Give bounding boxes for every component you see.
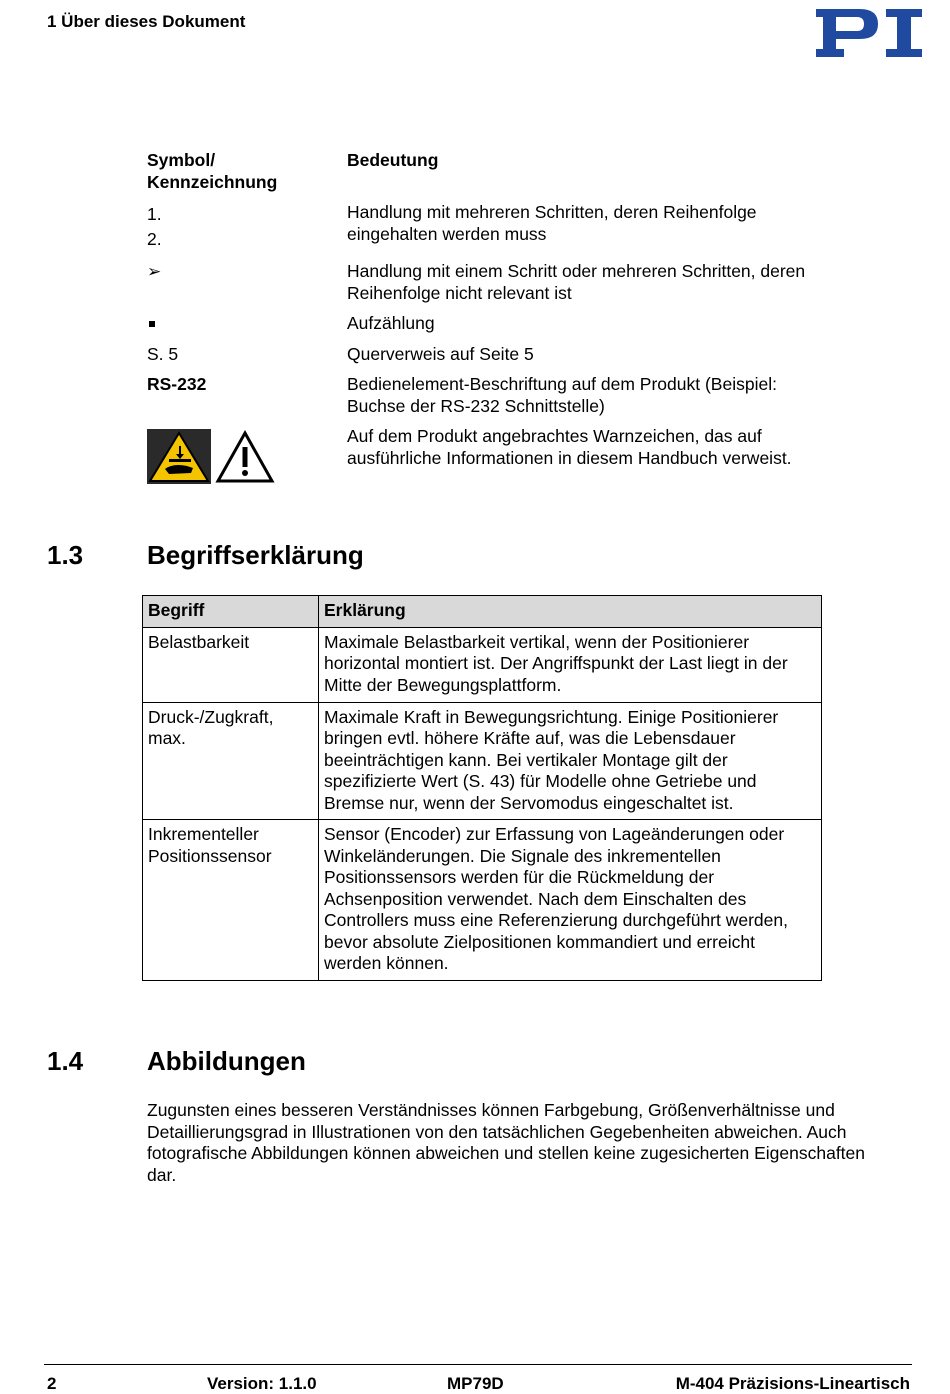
glossary-table [142,595,822,981]
footer-version: Version: 1.1.0 [207,1374,317,1393]
section-title: Abbildungen [147,1046,306,1076]
square-bullet-icon [149,321,155,327]
term-cell: Inkrementeller Positionssensor [143,820,319,981]
meaning-cell: Auf dem Produkt angebrachtes Warnzeichen, das auf ausführliche Informationen in diesem Handbuch verweist. [347,426,792,468]
symbol-row [147,261,827,304]
column-header: Begriff [143,596,319,628]
pi-logo [814,7,924,64]
general-warning-icon [215,429,275,490]
symbol-column-header [147,150,347,193]
table-row [143,820,822,981]
symbol-cell [147,426,347,490]
section-number: 1.4 [47,1046,84,1076]
table-row [143,702,822,820]
section-number: 1.3 [47,540,84,570]
column-header: Erklärung [319,596,822,628]
meaning-column-header: Bedeutung [347,150,439,170]
symbol-cell: RS-232 [147,374,207,394]
table-row [143,627,822,702]
explanation-cell: Maximale Belastbarkeit vertikal, wenn der Positionierer horizontal montiert ist. Der Angriffspunkt der Last liegt in der Mitte der Bewegungsplattform. [319,627,822,702]
meaning-cell: Querverweis auf Seite 5 [347,343,534,364]
body-paragraph: Zugunsten eines besseren Verständnisses können Farbgebung, Größenverhältnisse und Detaillierungsgrad in Illustrationen von den tatsächlichen Gegebenheiten abweichen. Auch fotografische Abbildungen können abweichen und stellen keine zugesicherten Eigenschaften dar. [147,1100,866,1185]
symbol-row [147,344,827,366]
hand-crush-warning-icon [147,429,211,490]
symbol-row [147,426,827,490]
meaning-cell: Handlung mit mehreren Schritten, deren Reihenfolge eingehalten werden muss [347,202,757,244]
page-number: 2 [47,1374,57,1393]
term-cell: Belastbarkeit [143,627,319,702]
explanation-cell: Maximale Kraft in Bewegungsrichtung. Einige Positionierer bringen evtl. höhere Kräfte auf, was die Lebensdauer beeinträchtigen kann. Bei vertikaler Montage gilt der spezifizierte Wert (S. 43) für Modelle ohne Getriebe und Bremse nur, wenn der Servomodus eingeschaltet ist. [319,702,822,820]
meaning-cell: Aufzählung [347,313,435,333]
symbol-cell [147,313,347,335]
footer-divider [44,1364,912,1365]
arrow-bullet-icon: ➢ [147,262,162,281]
symbol-row [147,374,827,417]
symbol-cell: 1. 2. [147,204,162,249]
footer-doc-id: MP79D [447,1374,504,1393]
term-cell: Druck-/Zugkraft, max. [143,702,319,820]
glossary-header-row [143,596,822,628]
meaning-cell: Handlung mit einem Schritt oder mehreren Schritten, deren Reihenfolge nicht relevant ist [347,261,806,303]
symbol-cell: S. 5 [147,343,179,364]
section-title: Begriffserklärung [147,540,364,570]
explanation-cell: Sensor (Encoder) zur Erfassung von Lageänderungen oder Winkeländerungen. Die Signale des inkrementellen Positionssensors werden für die Rückmeldung der Achsenposition verwendet. Nach dem Einschalten des Controllers muss eine Referenzierung durchgeführt werden, bevor absolute Zielpositionen kommandiert und erreicht werden können. [319,820,822,981]
section-heading [47,540,364,571]
chapter-header: 1 Über dieses Dokument [47,12,246,31]
symbols-table-header [147,150,827,193]
meaning-cell: Bedienelement-Beschriftung auf dem Produkt (Beispiel: Buchse der RS-232 Schnittstelle) [347,374,777,416]
symbol-column-header-text: Symbol/ Kennzeichnung [147,150,278,192]
section-heading [47,1046,306,1077]
footer-product: M-404 Präzisions-Lineartisch [675,1374,910,1393]
symbol-row [147,313,827,335]
symbols-table [147,150,827,499]
symbol-row [147,202,827,252]
